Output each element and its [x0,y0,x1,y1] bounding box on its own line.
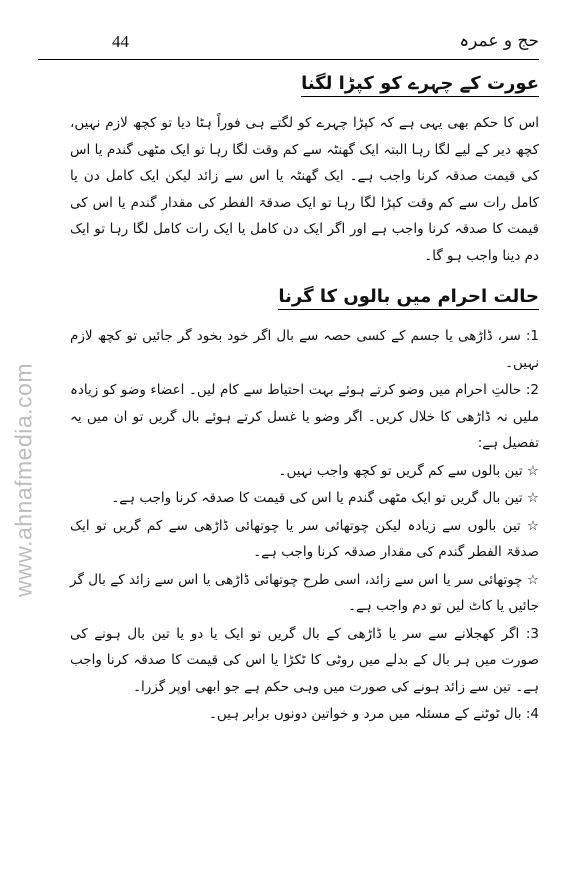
list-item: ☆ تین بال گریں تو ایک مٹھی گندم یا اس کی قیمت کا صدقہ کرنا واجب ہے۔ [111,490,539,506]
watermark [2,300,46,660]
list-item: 2: حالتِ احرام میں وضو کرتے ہوئے بہت احتیاط سے کام لیں۔ اعضاء وضو کو زیادہ ملیں نہ ڈاڑھی کا خلال کریں۔ اگر وضو یا غسل کرتے ہوئے بال گریں تو ان میں یہ تفصیل ہے: [70,382,539,451]
page-header [38,30,539,60]
book-title: حج و عمرہ [459,31,539,51]
paragraph: اس کا حکم بھی یہی ہے کہ کپڑا چہرے کو لگتے ہی فوراً ہٹا دیا تو کچھ لازم نہیں، کچھ دیر کے لیے لگا رہا البتہ ایک گھنٹہ سے کم وقت لگا رہا تو ایک مٹھی گندم یا اس کی قیمت صدقہ کرنا واجب ہے۔ ایک گھنٹہ یا اس سے زائد لیکن ایک کامل دن یا کامل رات سے کم وقت کپڑا لگا رہا تو ایک صدقۃ الفطر کی مقدار گندم یا اس کی قیمت کا صدقہ کرنا واجب ہے اور اگر ایک دن کامل یا ایک رات کامل لگا رہا تو ایک دم دینا واجب ہو گا۔ [70,115,539,264]
list-item: ☆ تین بالوں سے زیادہ لیکن چوتھائی سر یا چوتھائی ڈاڑھی سے کم گریں تو ایک صدقۃ الفطر گندم کی مقدار صدقہ کرنا واجب ہے۔ [70,517,539,560]
list-item: 1: سر، ڈاڑھی یا جسم کے کسی حصہ سے بال اگر خود بخود گر جائیں تو کچھ لازم نہیں۔ [70,328,539,371]
list-item: ☆ تین بالوں سے کم گریں تو کچھ واجب نہیں۔ [278,462,539,479]
list-item: ☆ چوتھائی سر یا اس سے زائد، اسی طرح چوتھائی ڈاڑھی یا اس سے زائد کے بال گر جائیں یا کاٹ لیں تو دم واجب ہے۔ [70,571,539,614]
list-item: 3: اگر کھجلانے سے سر یا ڈاڑھی کے بال گریں تو ایک یا دو یا تین بال ہونے کی صورت میں ہر بال کے بدلے میں روٹی کا ٹکڑا یا اس کی قیمت کا صدقہ کرنا واجب ہے۔ تین سے زائد ہونے کی صورت میں وہی حکم ہے جو ابھی اوپر گزرا۔ [70,625,539,695]
page-content [70,66,539,728]
section-heading-hair-falling: حالت احرام میں بالوں کا گرنا [70,279,539,315]
header-rule [38,59,539,60]
section-heading-face-cloth: عورت کے چہرے کو کپڑا لگنا [70,66,539,102]
list-item: 4: بال ٹوٹنے کے مسئلہ میں مرد و خواتین دونوں برابر ہیں۔ [208,706,539,722]
page-number: 44 [112,32,129,51]
watermark-text: www.ahnafmedia.com [10,363,37,597]
